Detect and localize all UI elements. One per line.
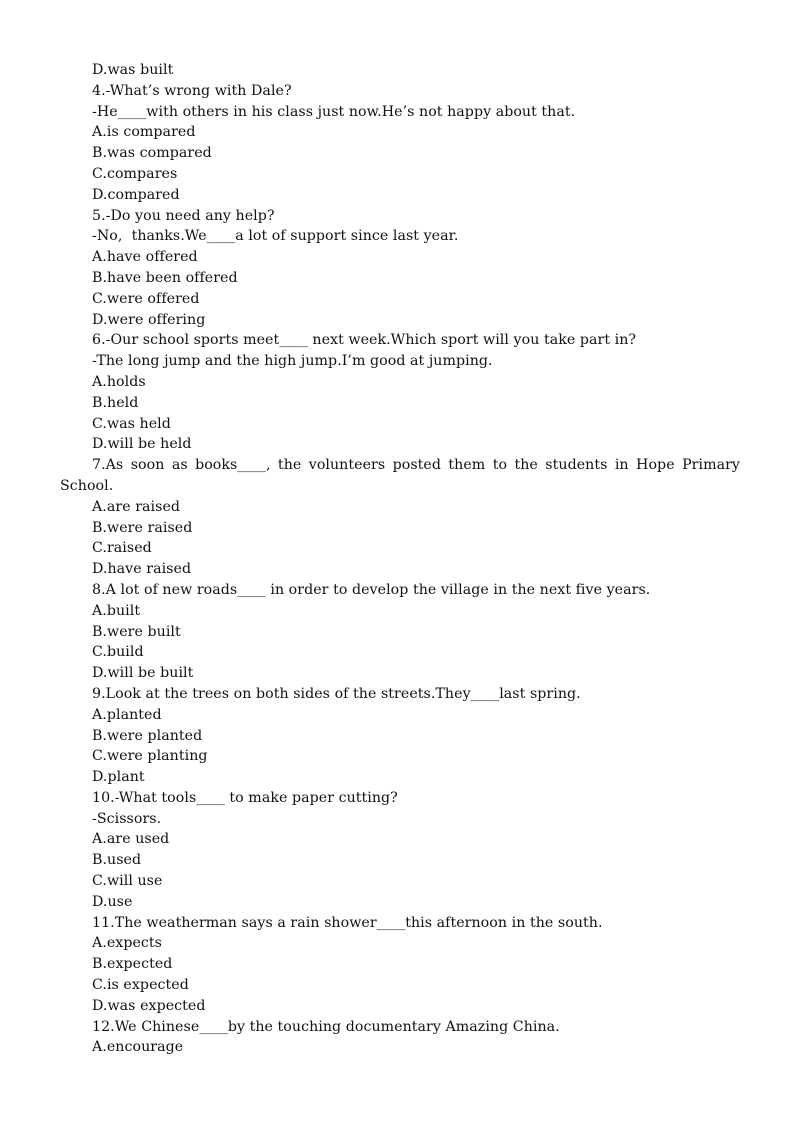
option-d: D.use	[92, 893, 133, 910]
option-b: B.were planted	[92, 727, 203, 744]
option-a: A.are used	[92, 831, 170, 848]
question-6-stem: -The long jump and the high jump.I’m good at jumping.	[92, 353, 493, 370]
question-7-stem: 7.As soon as books____, the volunteers posted them to the students in Hope Primary School.	[60, 457, 745, 494]
option-c: C.were offered	[92, 290, 200, 307]
option-d: D.was expected	[92, 997, 206, 1014]
option-b: B.were raised	[92, 519, 193, 536]
option-d: D.have raised	[92, 561, 192, 578]
question-8-stem: 8.A lot of new roads____ in order to develop the village in the next five years.	[92, 581, 651, 598]
option-a: A.have offered	[92, 249, 198, 266]
question-9-stem: 9.Look at the trees on both sides of the streets.They____last spring.	[92, 685, 581, 702]
option-a: A.are raised	[92, 498, 181, 515]
option-d: D.will be held	[92, 436, 192, 453]
option-b: B.expected	[92, 956, 173, 973]
option-a: A.holds	[92, 373, 146, 390]
question-10-prompt: 10.-What tools____ to make paper cutting?	[92, 789, 398, 806]
option-d: D.was built	[92, 62, 174, 78]
question-4-stem: -He____with others in his class just now.He’s not happy about that.	[92, 103, 576, 120]
option-d: D.will be built	[92, 665, 194, 682]
question-list	[60, 60, 745, 1058]
option-a: A.expects	[92, 935, 163, 952]
option-b: B.was compared	[92, 145, 212, 162]
option-a: A.built	[92, 602, 141, 619]
option-b: B.held	[92, 394, 139, 411]
question-5-stem: -No, thanks.We____a lot of support since last year.	[92, 228, 459, 245]
option-c: C.is expected	[92, 977, 189, 994]
option-b: B.used	[92, 852, 142, 869]
option-c: C.build	[92, 644, 144, 661]
question-5-prompt: 5.-Do you need any help?	[92, 207, 275, 224]
option-b: B.were built	[92, 623, 181, 640]
option-c: C.were planting	[92, 748, 208, 765]
option-d: D.plant	[92, 769, 145, 786]
option-a: A.planted	[92, 706, 162, 723]
question-6-prompt: 6.-Our school sports meet____ next week.Which sport will you take part in?	[92, 332, 637, 349]
option-d: D.were offering	[92, 311, 206, 328]
option-b: B.have been offered	[92, 269, 238, 286]
option-a: A.encourage	[92, 1039, 184, 1056]
question-11-stem: 11.The weatherman says a rain shower____this afternoon in the south.	[92, 914, 603, 931]
option-d: D.compared	[92, 186, 180, 203]
question-10-stem: -Scissors.	[92, 810, 162, 827]
question-12-stem: 12.We Chinese____by the touching documentary Amazing China.	[92, 1018, 560, 1035]
option-c: C.compares	[92, 165, 178, 182]
question-4-prompt: 4.-What’s wrong with Dale?	[92, 82, 292, 99]
option-a: A.is compared	[92, 124, 196, 141]
option-c: C.raised	[92, 540, 152, 557]
option-c: C.will use	[92, 873, 163, 890]
option-c: C.was held	[92, 415, 171, 432]
